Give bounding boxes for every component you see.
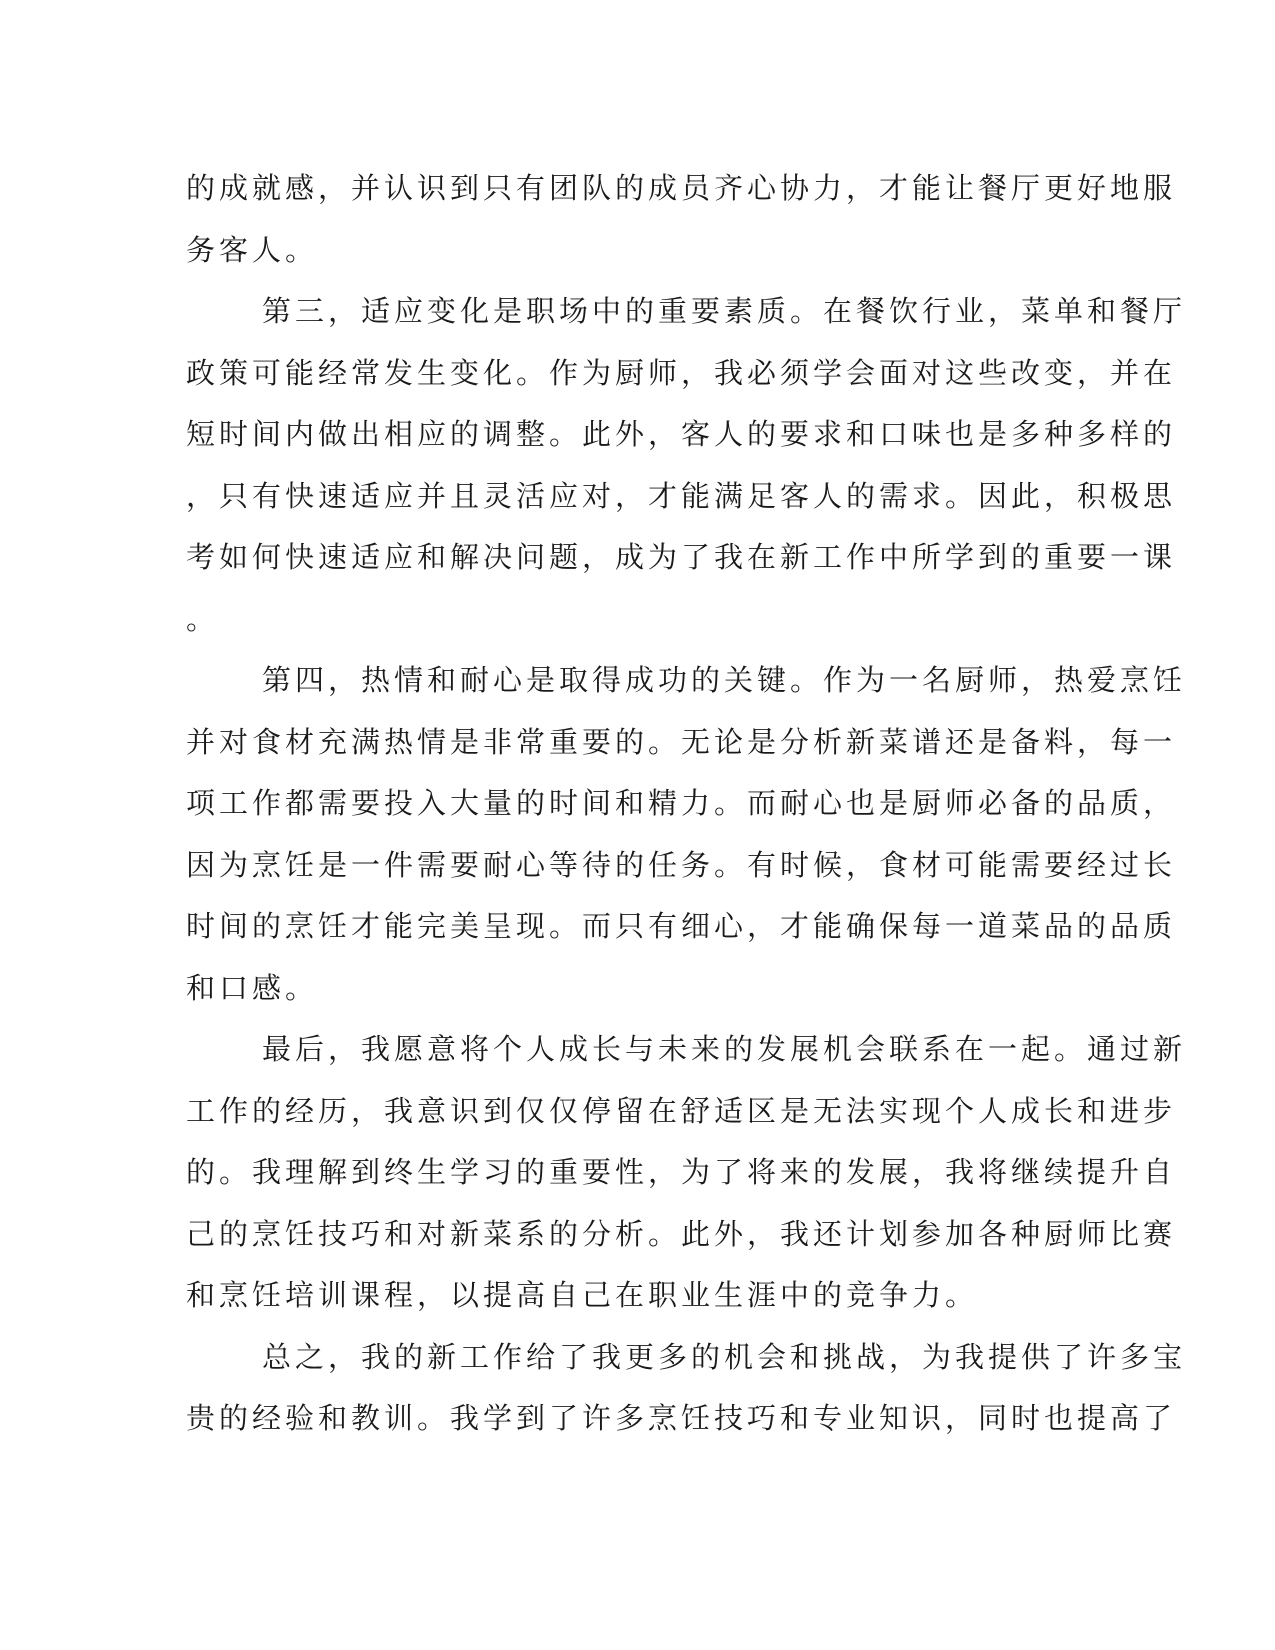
text-line: 因为烹饪是一件需要耐心等待的任务。有时候，食材可能需要经过长: [186, 847, 1177, 882]
text-line: 贵的经验和教训。我学到了许多烹饪技巧和专业知识，同时也提高了: [186, 1401, 1177, 1435]
text-line: 工作的经历，我意识到仅仅停留在舒适区是无法实现个人成长和进步: [186, 1093, 1177, 1128]
paragraph-first-line: 最后，我愿意将个人成长与未来的发展机会联系在一起。通过新: [262, 1032, 1187, 1066]
paragraph-first-line: 第四，热情和耐心是取得成功的关键。作为一名厨师，热爱烹饪: [262, 663, 1187, 697]
text-line: 己的烹饪技巧和对新菜系的分析。此外，我还计划参加各种厨师比赛: [186, 1216, 1177, 1251]
text-line: 的。我理解到终生学习的重要性，为了将来的发展，我将继续提升自: [186, 1155, 1177, 1189]
text-line: 政策可能经常发生变化。作为厨师，我必须学会面对这些改变，并在: [186, 355, 1177, 390]
paragraph-first-line: 总之，我的新工作给了我更多的机会和挑战，为我提供了许多宝: [262, 1339, 1187, 1374]
text-line: 时间的烹饪才能完美呈现。而只有细心，才能确保每一道菜品的品质: [186, 909, 1177, 943]
text-line: 务客人。: [186, 232, 319, 267]
text-line: 考如何快速适应和解决问题，成为了我在新工作中所学到的重要一课: [186, 540, 1177, 574]
text-line: ，只有快速适应并且灵活应对，才能满足客人的需求。因此，积极思: [186, 478, 1177, 513]
text-line: 和口感。: [186, 970, 319, 1005]
text-line: 。: [186, 601, 220, 636]
text-line: 短时间内做出相应的调整。此外，客人的要求和口味也是多种多样的: [186, 417, 1177, 451]
body-text: [186, 158, 1187, 1450]
text-line: 项工作都需要投入大量的时间和精力。而耐心也是厨师必备的品质，: [186, 786, 1177, 820]
text-line: 并对食材充满热情是非常重要的。无论是分析新菜谱还是备料，每一: [186, 724, 1177, 759]
text-line: 的成就感，并认识到只有团队的成员齐心协力，才能让餐厅更好地服: [186, 171, 1177, 205]
paragraph-first-line: 第三，适应变化是职场中的重要素质。在餐饮行业，菜单和餐厅: [262, 294, 1187, 328]
text-line: 和烹饪培训课程，以提高自己在职业生涯中的竞争力。: [186, 1278, 979, 1312]
